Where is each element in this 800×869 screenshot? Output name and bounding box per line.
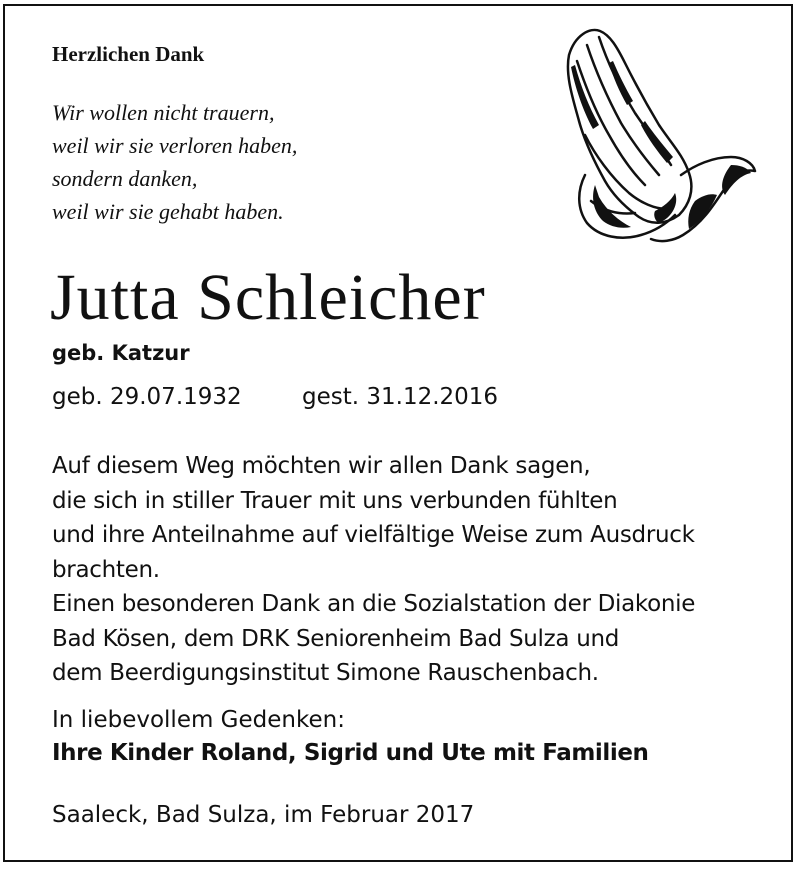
thanks-line: und ihre Anteilnahme auf vielfältige Weise zum Ausdruck — [52, 522, 695, 548]
deceased-name: Jutta Schleicher — [50, 261, 486, 334]
thanks-line: Bad Kösen, dem DRK Seniorenheim Bad Sulza und — [52, 625, 620, 652]
death-date: gest. 31.12.2016 — [302, 384, 499, 410]
closing-line: In liebevollem Gedenken: — [52, 707, 345, 733]
place-date: Saaleck, Bad Sulza, im Februar 2017 — [52, 802, 475, 828]
notice-heading: Herzlichen Dank — [52, 42, 205, 66]
birth-date: geb. 29.07.1932 — [52, 384, 242, 410]
poem-line: weil wir sie verloren haben, — [52, 133, 298, 158]
thanks-line: Auf diesem Weg möchten wir allen Dank sagen, — [52, 453, 591, 479]
thanks-line: brachten. — [52, 556, 160, 583]
poem-line: weil wir sie gehabt haben. — [52, 199, 284, 224]
poem — [52, 96, 297, 228]
signers: Ihre Kinder Roland, Sigrid und Ute mit Familien — [52, 740, 649, 766]
praying-hands-icon — [555, 25, 765, 250]
poem-line: Wir wollen nicht trauern, — [52, 100, 275, 125]
maiden-name: geb. Katzur — [52, 341, 190, 365]
thanks-line: dem Beerdigungsinstitut Simone Rauschenbach. — [52, 660, 599, 686]
poem-line: sondern danken, — [52, 166, 198, 191]
thanks-line: Einen besonderen Dank an die Sozialstation der Diakonie — [52, 591, 696, 617]
thanks-text — [52, 449, 695, 691]
thanks-line: die sich in stiller Trauer mit uns verbunden fühlten — [52, 487, 618, 514]
